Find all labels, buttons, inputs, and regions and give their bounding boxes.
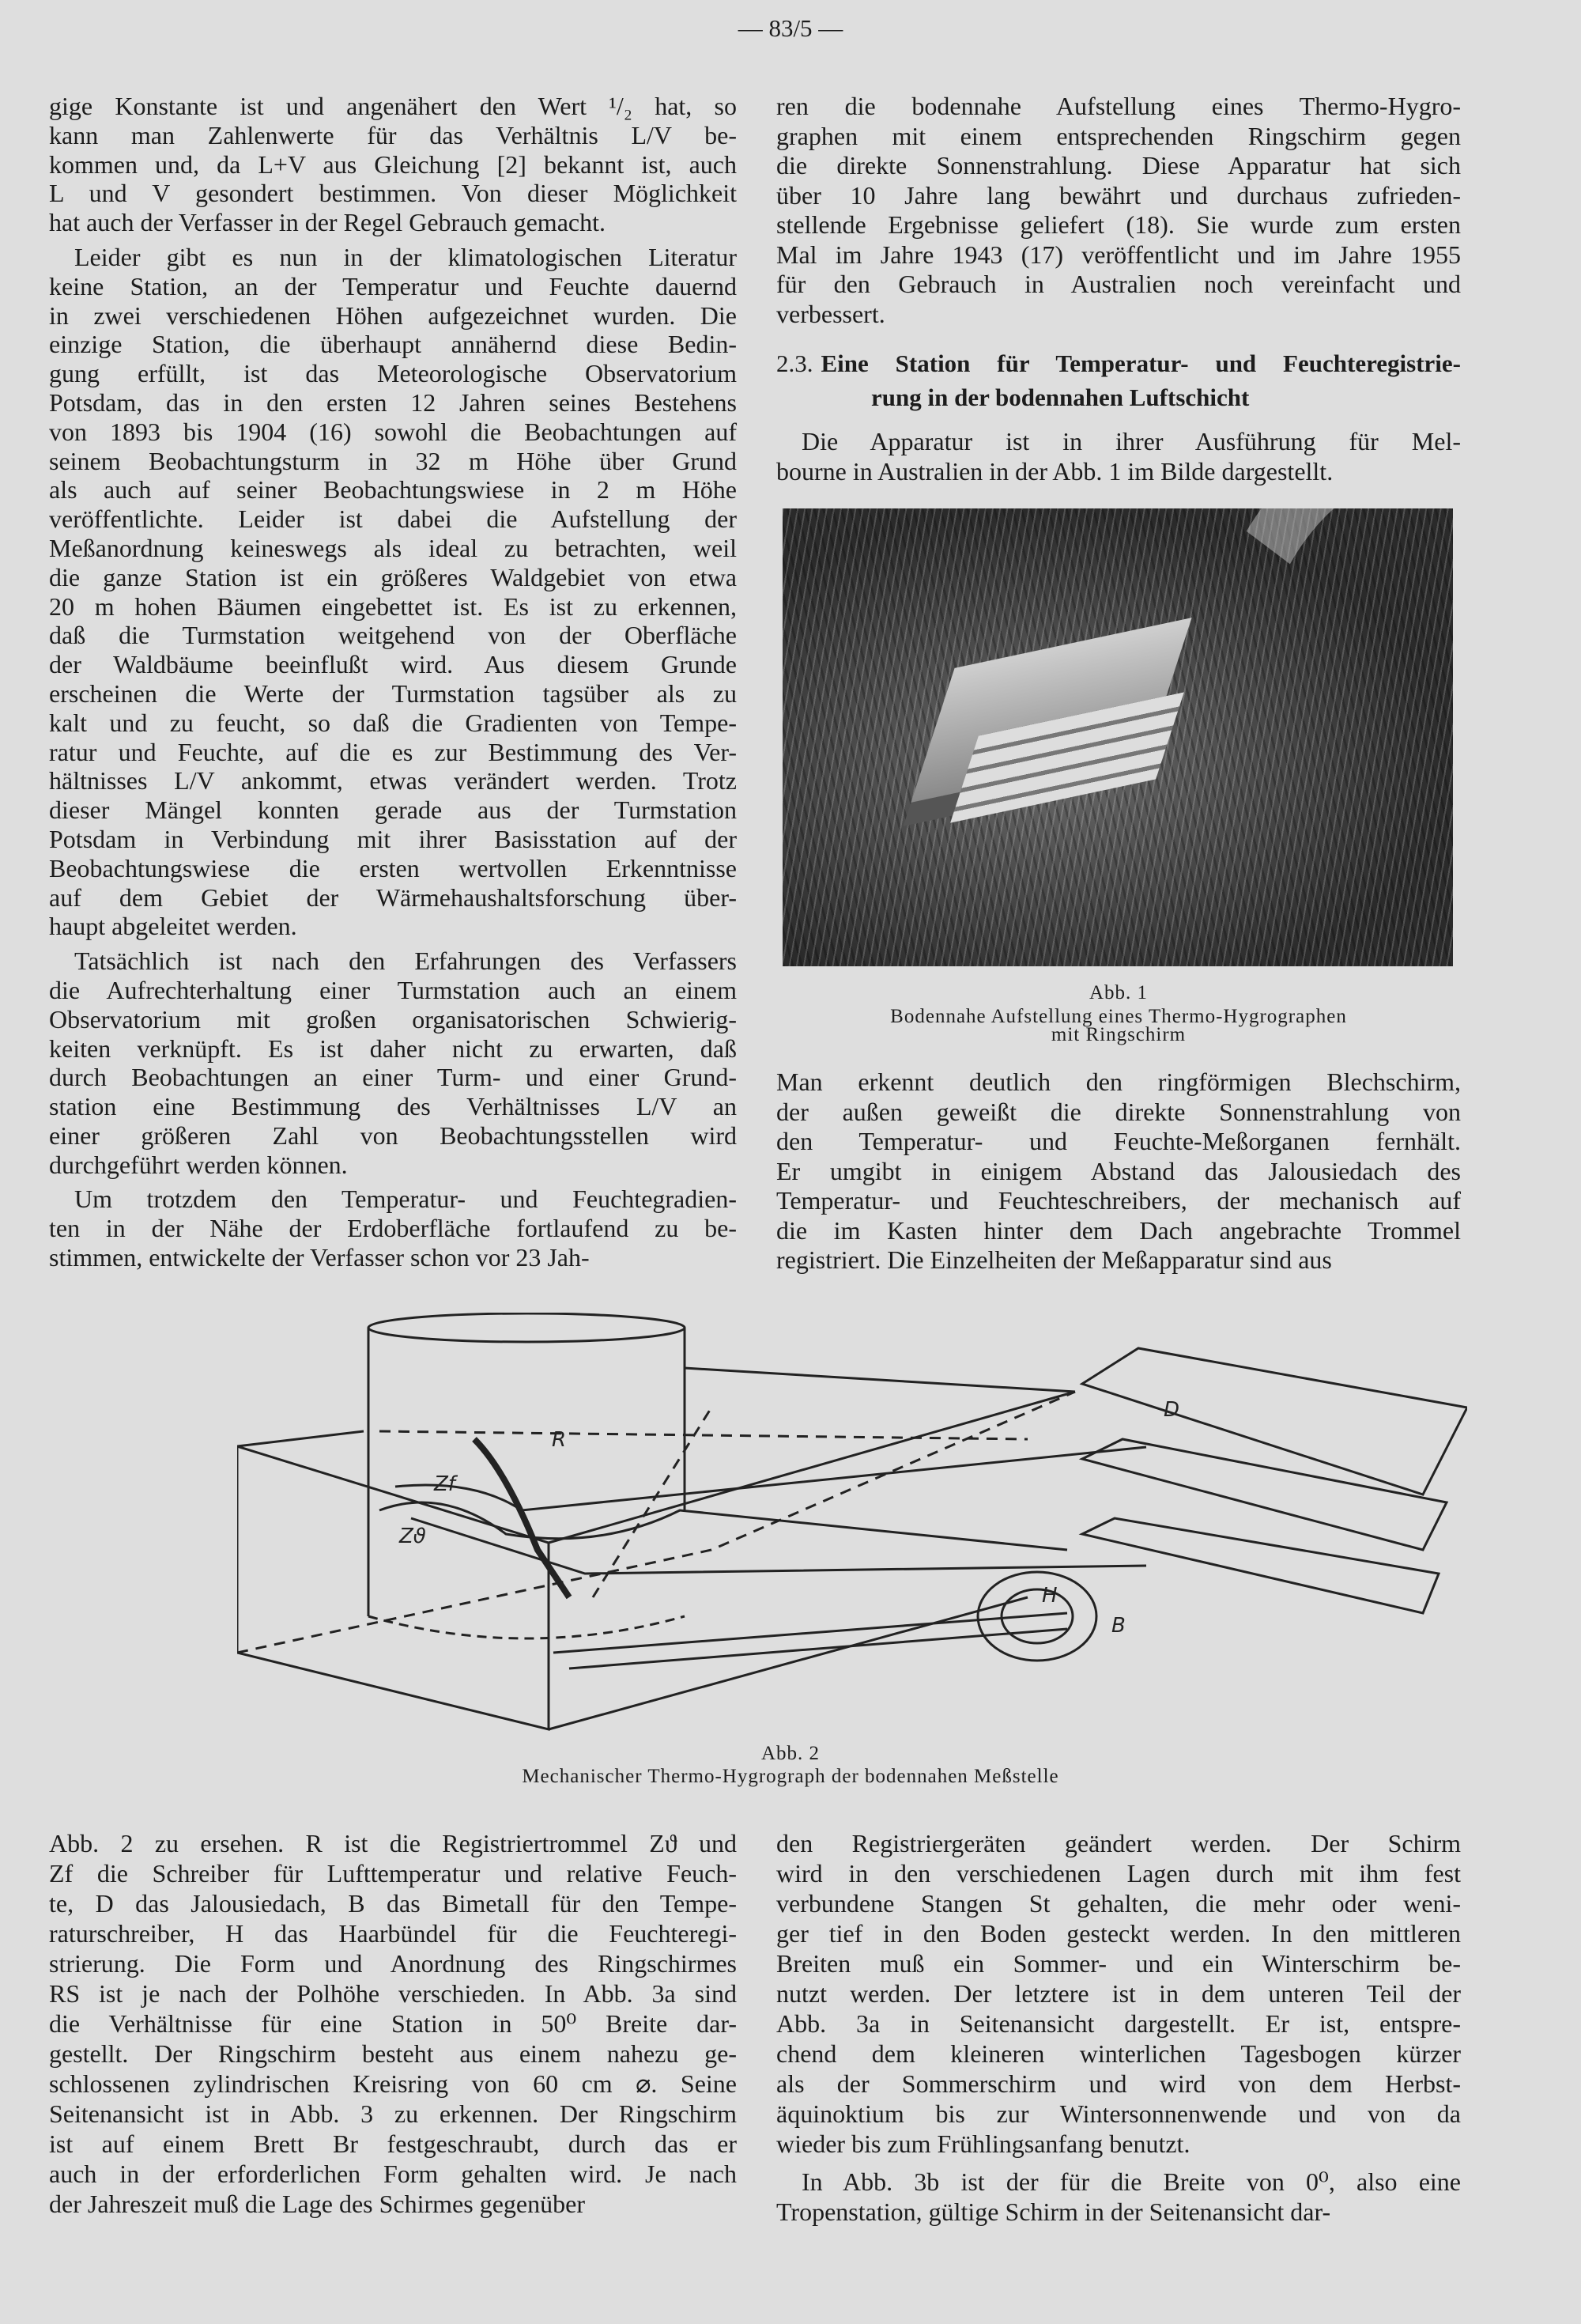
text-line: der Jahreszeit muß die Lage des Schirmes gegenüber [49,2190,585,2218]
text-line: kommen und, da L+V aus Gleichung [2] bekannt ist, auch [49,149,737,179]
text-line: wird in den verschiedenen Lagen durch mit ihm fest [776,1859,1461,1888]
text-line: stellende Ergebnisse geliefert (18). Sie wurde zum ersten [776,210,1461,239]
text-line: dieser Mängel konnten gerade aus der Turmstation [49,795,737,825]
paragraph [49,1185,737,1272]
text-line: ren die bodennahe Aufstellung eines Thermo-Hygro- [776,92,1461,120]
text-line: daß die Turmstation weitgehend von der Oberfläche [49,621,737,650]
text-line: wieder bis zum Frühlingsanfang benutzt. [776,2129,1190,2158]
instrument-box [237,1368,1075,1729]
section-heading [776,346,1461,414]
label-Zf: Zf [434,1472,455,1496]
text-line: in zwei verschiedenen Höhen aufgezeichnet wurden. Die [49,300,737,330]
text-line: Zf die Schreiber für Lufttemperatur und relative Feuch- [49,1859,737,1888]
figure2-drawing [237,1313,1467,1736]
text-line: äquinoktium bis zur Wintersonnenwende und von da [776,2099,1461,2128]
figure1-caption-line1: Bodennahe Aufstellung eines Thermo-Hygrographen [890,1006,1347,1027]
label-B: B [1111,1614,1126,1638]
text-line: Temperatur- und Feuchteschreibers, der mechanisch auf [776,1186,1461,1215]
paragraph [49,947,737,1179]
text-line: seinem Beobachtungsturm in 32 m Höhe über Grund [49,446,737,475]
text-line: die Aufrechterhaltung einer Turmstation auch an einem [49,975,737,1004]
figure2-label: Abb. 2 [760,1743,821,1764]
text-line: ger tief in den Boden gesteckt werden. In den mittleren [776,1919,1461,1948]
text-line: die Verhältnisse für eine Station in 50⁰ Breite dar- [49,2009,737,2038]
text-line: strierung. Die Form und Anordnung des Ringschirmes [49,1949,737,1978]
text-line: Man erkennt deutlich den ringförmigen Blechschirm, [776,1068,1461,1096]
text-line: der außen geweißt die direkte Sonnenstrahlung von [776,1097,1461,1126]
text-line: Potsdam in Verbindung mit ihrer Basisstation auf der [49,824,737,853]
paragraph [776,92,1461,329]
text-line: stimmen, entwickelte der Verfasser schon vor 23 Jah- [49,1243,590,1272]
text-line: Beobachtungswiese die ersten wertvollen Erkenntnisse [49,853,737,882]
text-line: Abb. 3a in Seitenansicht dargestellt. Er ist, entspre- [776,2009,1461,2038]
text-line: durchgeführt werden können. [49,1150,348,1179]
figure1-label: Abb. 1 [1089,982,1149,1003]
text-line: als der Sommerschirm und wird von dem Herbst- [776,2069,1461,2098]
text-line: ratur und Feuchte, auf die es zur Bestimmung des Ver- [49,737,737,766]
label-Ztheta: Zϑ [399,1525,426,1548]
text-line: ist auf einem Brett Br festgeschraubt, durch das er [49,2129,737,2158]
text-line: verbundene Stangen St gehalten, die mehr oder weni- [776,1889,1461,1918]
text-line: graphen mit einem entsprechenden Ringschirm gegen [776,121,1461,150]
paragraph [49,1828,737,2219]
figure1-photo [783,508,1453,966]
text-line: chend dem kleineren winterlichen Tagesbogen kürzer [776,2039,1461,2068]
text-line: bourne in Australien in der Abb. 1 im Bilde dargestellt. [776,456,1334,486]
paragraph [49,92,737,237]
registration-drum [368,1313,685,1638]
louvre-roof-plates [1082,1348,1467,1613]
text-line: registriert. Die Einzelheiten der Meßapparatur sind aus [776,1245,1332,1274]
text-line: die direkte Sonnenstrahlung. Diese Apparatur hat sich [776,151,1461,179]
ring-shield-image [1143,508,1453,966]
text-line: Meßanordnung keineswegs als ideal zu betrachten, weil [49,533,737,562]
text-line: Um trotzdem den Temperatur- und Feuchtegradien- [74,1185,737,1214]
figure2-caption-text: Mechanischer Thermo-Hygrograph der bodennahen Meßstelle [522,1766,1059,1787]
text-line: In Abb. 3b ist der für die Breite von 0⁰, also eine [802,2167,1461,2196]
text-line: Tatsächlich ist nach den Erfahrungen des Verfassers [74,947,737,976]
text-line: 20 m hohen Bäumen eingebettet ist. Es ist zu erkennen, [49,591,737,621]
text-line: als auch auf seiner Beobachtungswiese in 2 m Höhe [49,475,737,504]
text-line: Potsdam, das in den ersten 12 Jahren seines Bestehens [49,387,737,417]
section-title-line2: rung in der bodennahen Luftschicht [871,384,1250,411]
label-H: H [1042,1584,1058,1608]
text-line: ten in der Nähe der Erdoberfläche fortlaufend zu be- [49,1214,737,1243]
text-line: Seitenansicht ist in Abb. 3 zu erkennen. Der Ringschirm [49,2099,737,2128]
paragraph [776,2167,1461,2227]
text-line: gige Konstante ist und angenähert den Wert ¹/₂ hat, so [49,92,737,120]
figure1-caption-line2: mit Ringschirm [1051,1024,1187,1045]
recording-arms [379,1439,1146,1668]
text-line: haupt abgeleitet werden. [49,912,297,941]
label-R: R [552,1428,567,1452]
text-line: kann man Zahlenwerte für das Verhältnis L/V be- [49,120,737,149]
section-title-line1: Eine Station für Temperatur- und Feuchteregistrie- [821,350,1461,377]
text-line: keine Station, an der Temperatur und Feuchte dauernd [49,271,737,300]
text-line: Tropenstation, gültige Schirm in der Seitenansicht dar- [776,2197,1331,2226]
page-number: — 83/5 — [738,14,843,42]
text-line: schlossenen zylindrischen Kreisring von 60 cm ⌀. Seine [49,2069,737,2098]
text-line: Leider gibt es nun in der klimatologischen Literatur [74,242,737,271]
section-number: 2.3. [776,350,813,377]
text-line: Mal im Jahre 1943 (17) veröffentlicht und im Jahre 1955 [776,240,1461,269]
paragraph [49,243,737,941]
text-line: über 10 Jahre lang bewährt und durchaus zufrieden- [776,180,1461,210]
text-line: für den Gebrauch in Australien noch vereinfacht und [776,270,1461,298]
figure1-caption [776,984,1461,1044]
paragraph [776,427,1461,486]
text-line: einzige Station, die überhaupt annähernd diese Bedin- [49,330,737,359]
text-line: einer größeren Zahl von Beobachtungsstellen wird [49,1120,737,1150]
text-line: Observatorium mit großen organisatorischen Schwierig- [49,1004,737,1034]
text-line: den Temperatur- und Feuchte-Meßorganen fernhält. [776,1127,1461,1155]
text-line: durch Beobachtungen an einer Turm- und einer Grund- [49,1063,737,1092]
left-column [49,92,737,1272]
text-line: station eine Bestimmung des Verhältnisses L/V an [49,1092,737,1121]
text-line: gung erfüllt, ist das Meteorologische Observatorium [49,359,737,388]
text-line: kalt und zu feucht, so daß die Gradienten von Tempe- [49,708,737,737]
paragraph [776,1828,1461,2159]
text-line: RS ist je nach der Polhöhe verschieden. In Abb. 3a sind [49,1979,737,2008]
text-line: gestellt. Der Ringschirm besteht aus einem nahezu ge- [49,2039,737,2068]
text-line: die ganze Station ist ein größeres Waldgebiet von etwa [49,562,737,591]
text-line: erscheinen die Werte der Turmstation tagsüber als zu [49,678,737,708]
text-line: von 1893 bis 1904 (16) sowohl die Beobachtungen auf [49,417,737,446]
label-D: D [1164,1398,1180,1422]
text-line: te, D das Jalousiedach, B das Bimetall für den Tempe- [49,1889,737,1918]
text-line: auch in der erforderlichen Form gehalten wird. Je nach [49,2160,737,2188]
text-line: der Waldbäume beeinflußt wird. Aus diesem Grunde [49,650,737,679]
text-line: hältnisses L/V ankommt, etwas verändert werden. Trotz [49,766,737,795]
text-line: Abb. 2 zu ersehen. R ist die Registriertrommel Zϑ und [49,1829,737,1857]
text-line: Die Apparatur ist in ihrer Ausführung für Mel- [802,427,1461,455]
text-line: nutzt werden. Der letztere ist in dem unteren Teil der [776,1979,1461,2008]
text-line: veröffentlichte. Leider ist dabei die Aufstellung der [49,504,737,534]
text-line: keiten verknüpft. Es ist daher nicht zu erwarten, daß [49,1034,737,1063]
paragraph [776,1068,1461,1275]
text-line: verbessert. [776,299,885,328]
text-line: auf dem Gebiet der Wärmehaushaltsforschung über- [49,882,737,912]
text-line: Er umgibt in einigem Abstand das Jalousiedach des [776,1156,1461,1185]
text-line: raturschreiber, H das Haarbündel für die Feuchteregi- [49,1919,737,1948]
text-line: Breiten muß ein Sommer- und ein Winterschirm be- [776,1949,1461,1978]
figure2-caption [0,1744,1581,1786]
text-line: die im Kasten hinter dem Dach angebrachte Trommel [776,1215,1461,1245]
text-line: L und V gesondert bestimmen. Von dieser Möglichkeit [49,179,737,208]
text-line: den Registriergeräten geändert werden. Der Schirm [776,1829,1461,1857]
text-line: hat auch der Verfasser in der Regel Gebrauch gemacht. [49,208,606,237]
